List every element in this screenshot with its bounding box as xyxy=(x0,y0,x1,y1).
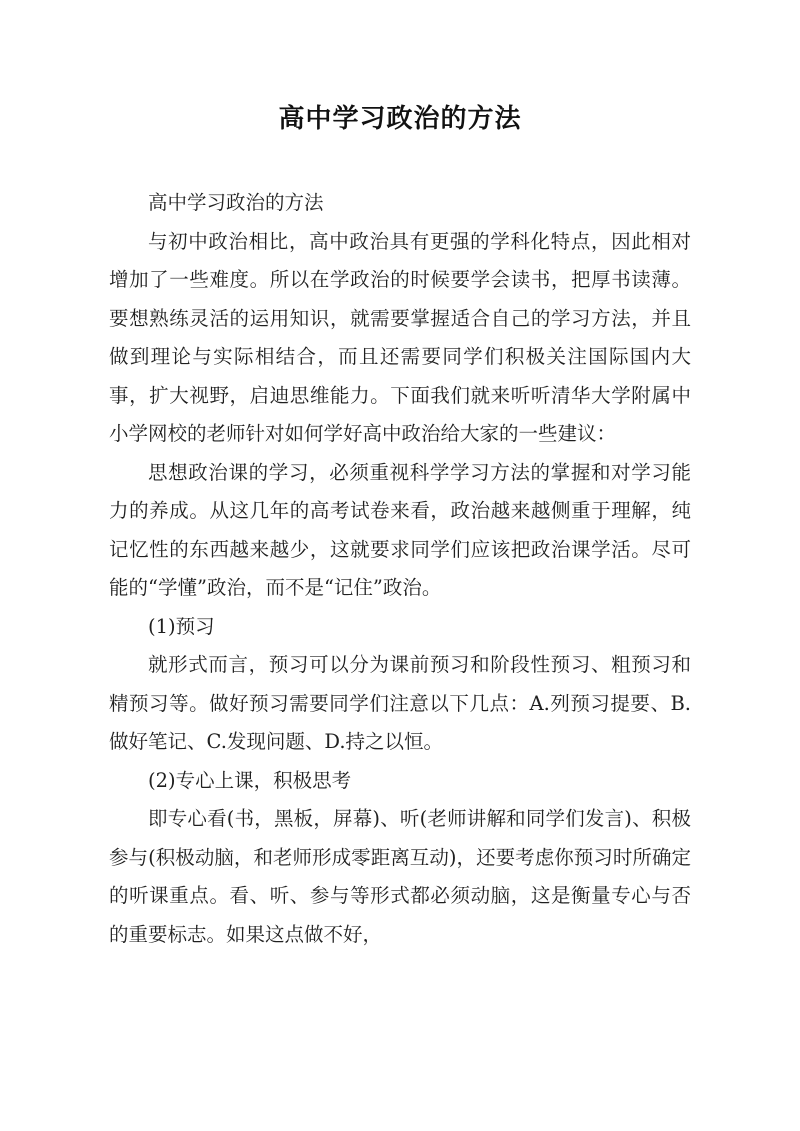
paragraph-preview: 就形式而言，预习可以分为课前预习和阶段性预习、粗预习和精预习等。做好预习需要同学们注意以下几点：A.列预习提要、B.做好笔记、C.发现问题、D.持之以恒。 xyxy=(109,653,691,753)
document-title: 高中学习政治的方法 xyxy=(278,104,522,134)
paragraph-method: 思想政治课的学习，必须重视科学学习方法的掌握和对学习能力的养成。从这几年的高考试卷来看，政治越来越侧重于理解，纯记忆性的东西越来越少，这就要求同学们应该把政治课学活。尽可能的“学懂”政治，而不是“记住”政治。 xyxy=(109,460,691,599)
section-heading-preview: (1)预习 xyxy=(148,614,215,638)
paragraph-intro: 与初中政治相比，高中政治具有更强的学科化特点，因此相对增加了一些难度。所以在学政治的时候要学会读书，把厚书读薄。要想熟练灵活的运用知识，就需要掌握适合自己的学习方法，并且做到理论与实际相结合，而且还需要同学们积极关注国际国内大事，扩大视野，启迪思维能力。下面我们就来听听清华大学附属中小学网校的老师针对如何学好高中政治给大家的一些建议： xyxy=(109,229,691,445)
paragraph-class-focus: 即专心看(书，黑板，屏幕)、听(老师讲解和同学们发言)、积极参与(积极动脑，和老师形成零距离互动)，还要考虑你预习时所确定的听课重点。看、听、参与等形式都必须动脑，这是衡量专心与否的重要标志。如果这点做不好， xyxy=(109,807,691,946)
paragraph-heading: 高中学习政治的方法 xyxy=(148,191,324,214)
section-heading-class-focus: (2)专心上课，积极思考 xyxy=(148,768,352,792)
document-body xyxy=(109,184,691,954)
